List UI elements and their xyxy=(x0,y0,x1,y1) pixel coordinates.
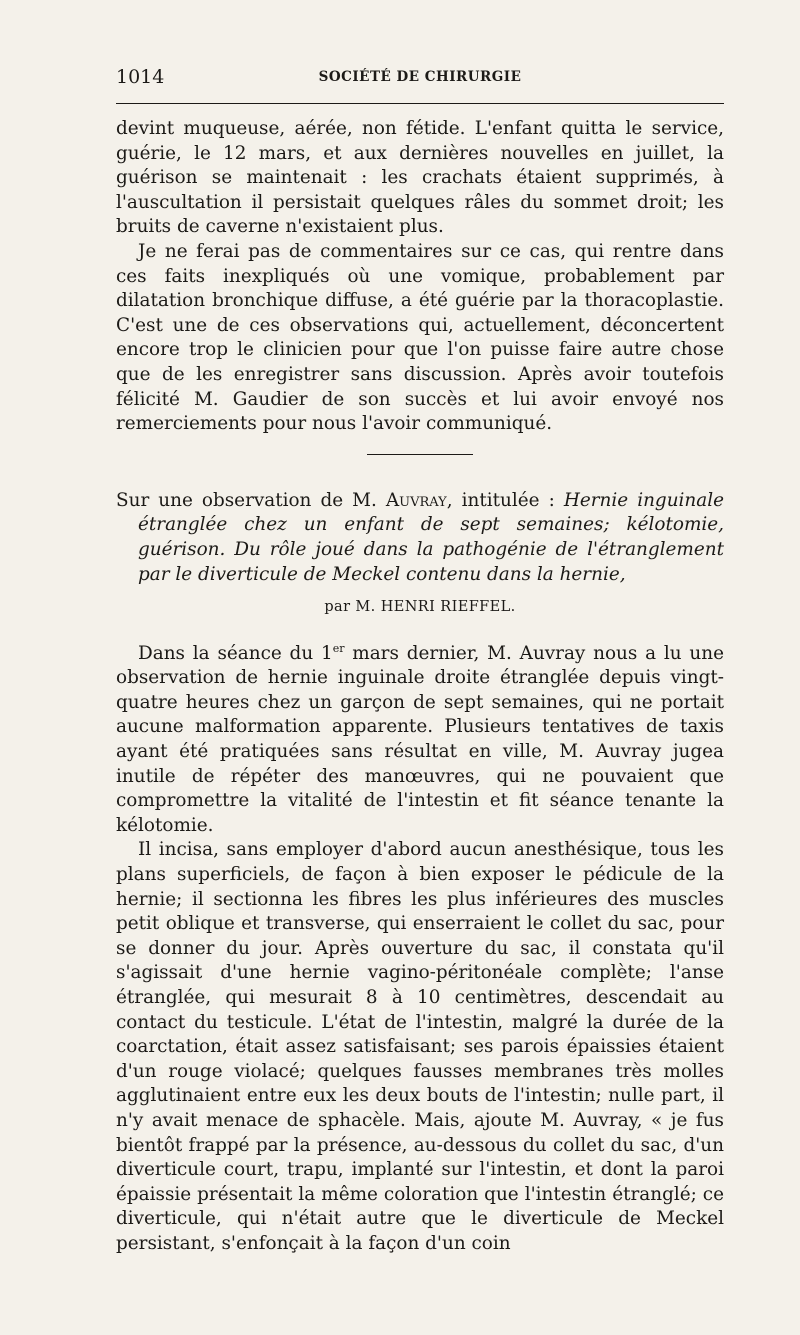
body-text xyxy=(116,117,724,1257)
header-rule xyxy=(116,103,724,104)
title-italic: Hernie inguinale étranglée chez un enfant de sept semaines; kélotomie, guérison. Du rôle joué dans la pathogénie de l'étranglement par le diverticule de Meckel contenu dans la hernie, xyxy=(138,489,724,585)
p1-start: Dans la séance du 1 xyxy=(138,642,333,664)
page-header xyxy=(116,66,724,92)
page-number: 1014 xyxy=(116,66,165,88)
paragraph-continued: devint muqueuse, aérée, non fétide. L'enfant quitta le service, guérie, le 12 mars, et aux dernières nouvelles en juillet, la guérison se maintenait : les crachats étaient supprimés, à l'auscultation il persistait quelques râles du sommet droit; les bruits de caverne n'existaient plus. xyxy=(116,118,724,238)
article-body xyxy=(116,642,724,1257)
p1-superscript: er xyxy=(332,641,345,655)
article-author: par M. HENRI RIEFFEL. xyxy=(324,599,516,616)
section-separator xyxy=(367,454,473,455)
title-mid: , intitulée : xyxy=(446,489,564,511)
title-author-name: Auvray xyxy=(385,489,447,511)
article-title xyxy=(116,489,724,587)
p1-rest: mars dernier, M. Auvray nous a lu une observation de hernie inguinale droite étranglée depuis vingt-quatre heures chez un garçon de sept semaines, qui ne portait aucune malformation apparente. Plusieurs tentatives de taxis ayant été pratiquées sans résultat en ville, M. Auvray jugea inutile de répéter des manœuvres, qui ne pouvaient que compromettre la vitalité de l'intestin et fit séance tenante la kélotomie. xyxy=(116,642,724,836)
running-title: SOCIÉTÉ DE CHIRURGIE xyxy=(318,69,522,85)
paragraph-commentary: Je ne ferai pas de commentaires sur ce cas, qui rentre dans ces faits inexpliqués où une vomique, probablement par dilatation bronchique diffuse, a été guérie par la thoracoplastie. C'est une de ces observations qui, actuellement, déconcertent encore trop le clinicien pour que l'on puisse faire autre chose que de les enregistrer sans discussion. Après avoir toutefois félicité M. Gaudier de son succès et lui avoir envoyé nos remerciements pour nous l'avoir communiqué. xyxy=(116,240,724,435)
article-paragraph-2: Il incisa, sans employer d'abord aucun anesthésique, tous les plans superficiels, de façon à bien exposer le pédicule de la hernie; il sectionna les fibres les plus inférieures des muscles petit oblique et transverse, qui enserraient le collet du sac, pour se donner du jour. Après ouverture du sac, il constata qu'il s'agissait d'une hernie vagino-péritonéale complète; l'anse étranglée, qui mesurait 8 à 10 centimètres, descendait au contact du testicule. L'état de l'intestin, malgré la durée de la coarctation, était assez satisfaisant; ses parois épaissies étaient d'un rouge violacé; quelques fausses membranes très molles agglutinaient entre eux les deux bouts de l'intestin; nulle part, il n'y avait menace de sphacèle. Mais, ajoute M. Auvray, « je fus bientôt frappé par la présence, au-dessous du collet du sac, d'un diverticule court, trapu, implanté sur l'intestin, et dont la paroi épaissie présentait la même coloration que l'intestin étranglé; ce diverticule, qui n'était autre que le diverticule de Meckel persistant, s'enfonçait à la façon d'un coin xyxy=(116,839,724,1254)
article-paragraph-1 xyxy=(116,642,724,839)
title-prefix: Sur une observation de M. xyxy=(116,489,386,511)
